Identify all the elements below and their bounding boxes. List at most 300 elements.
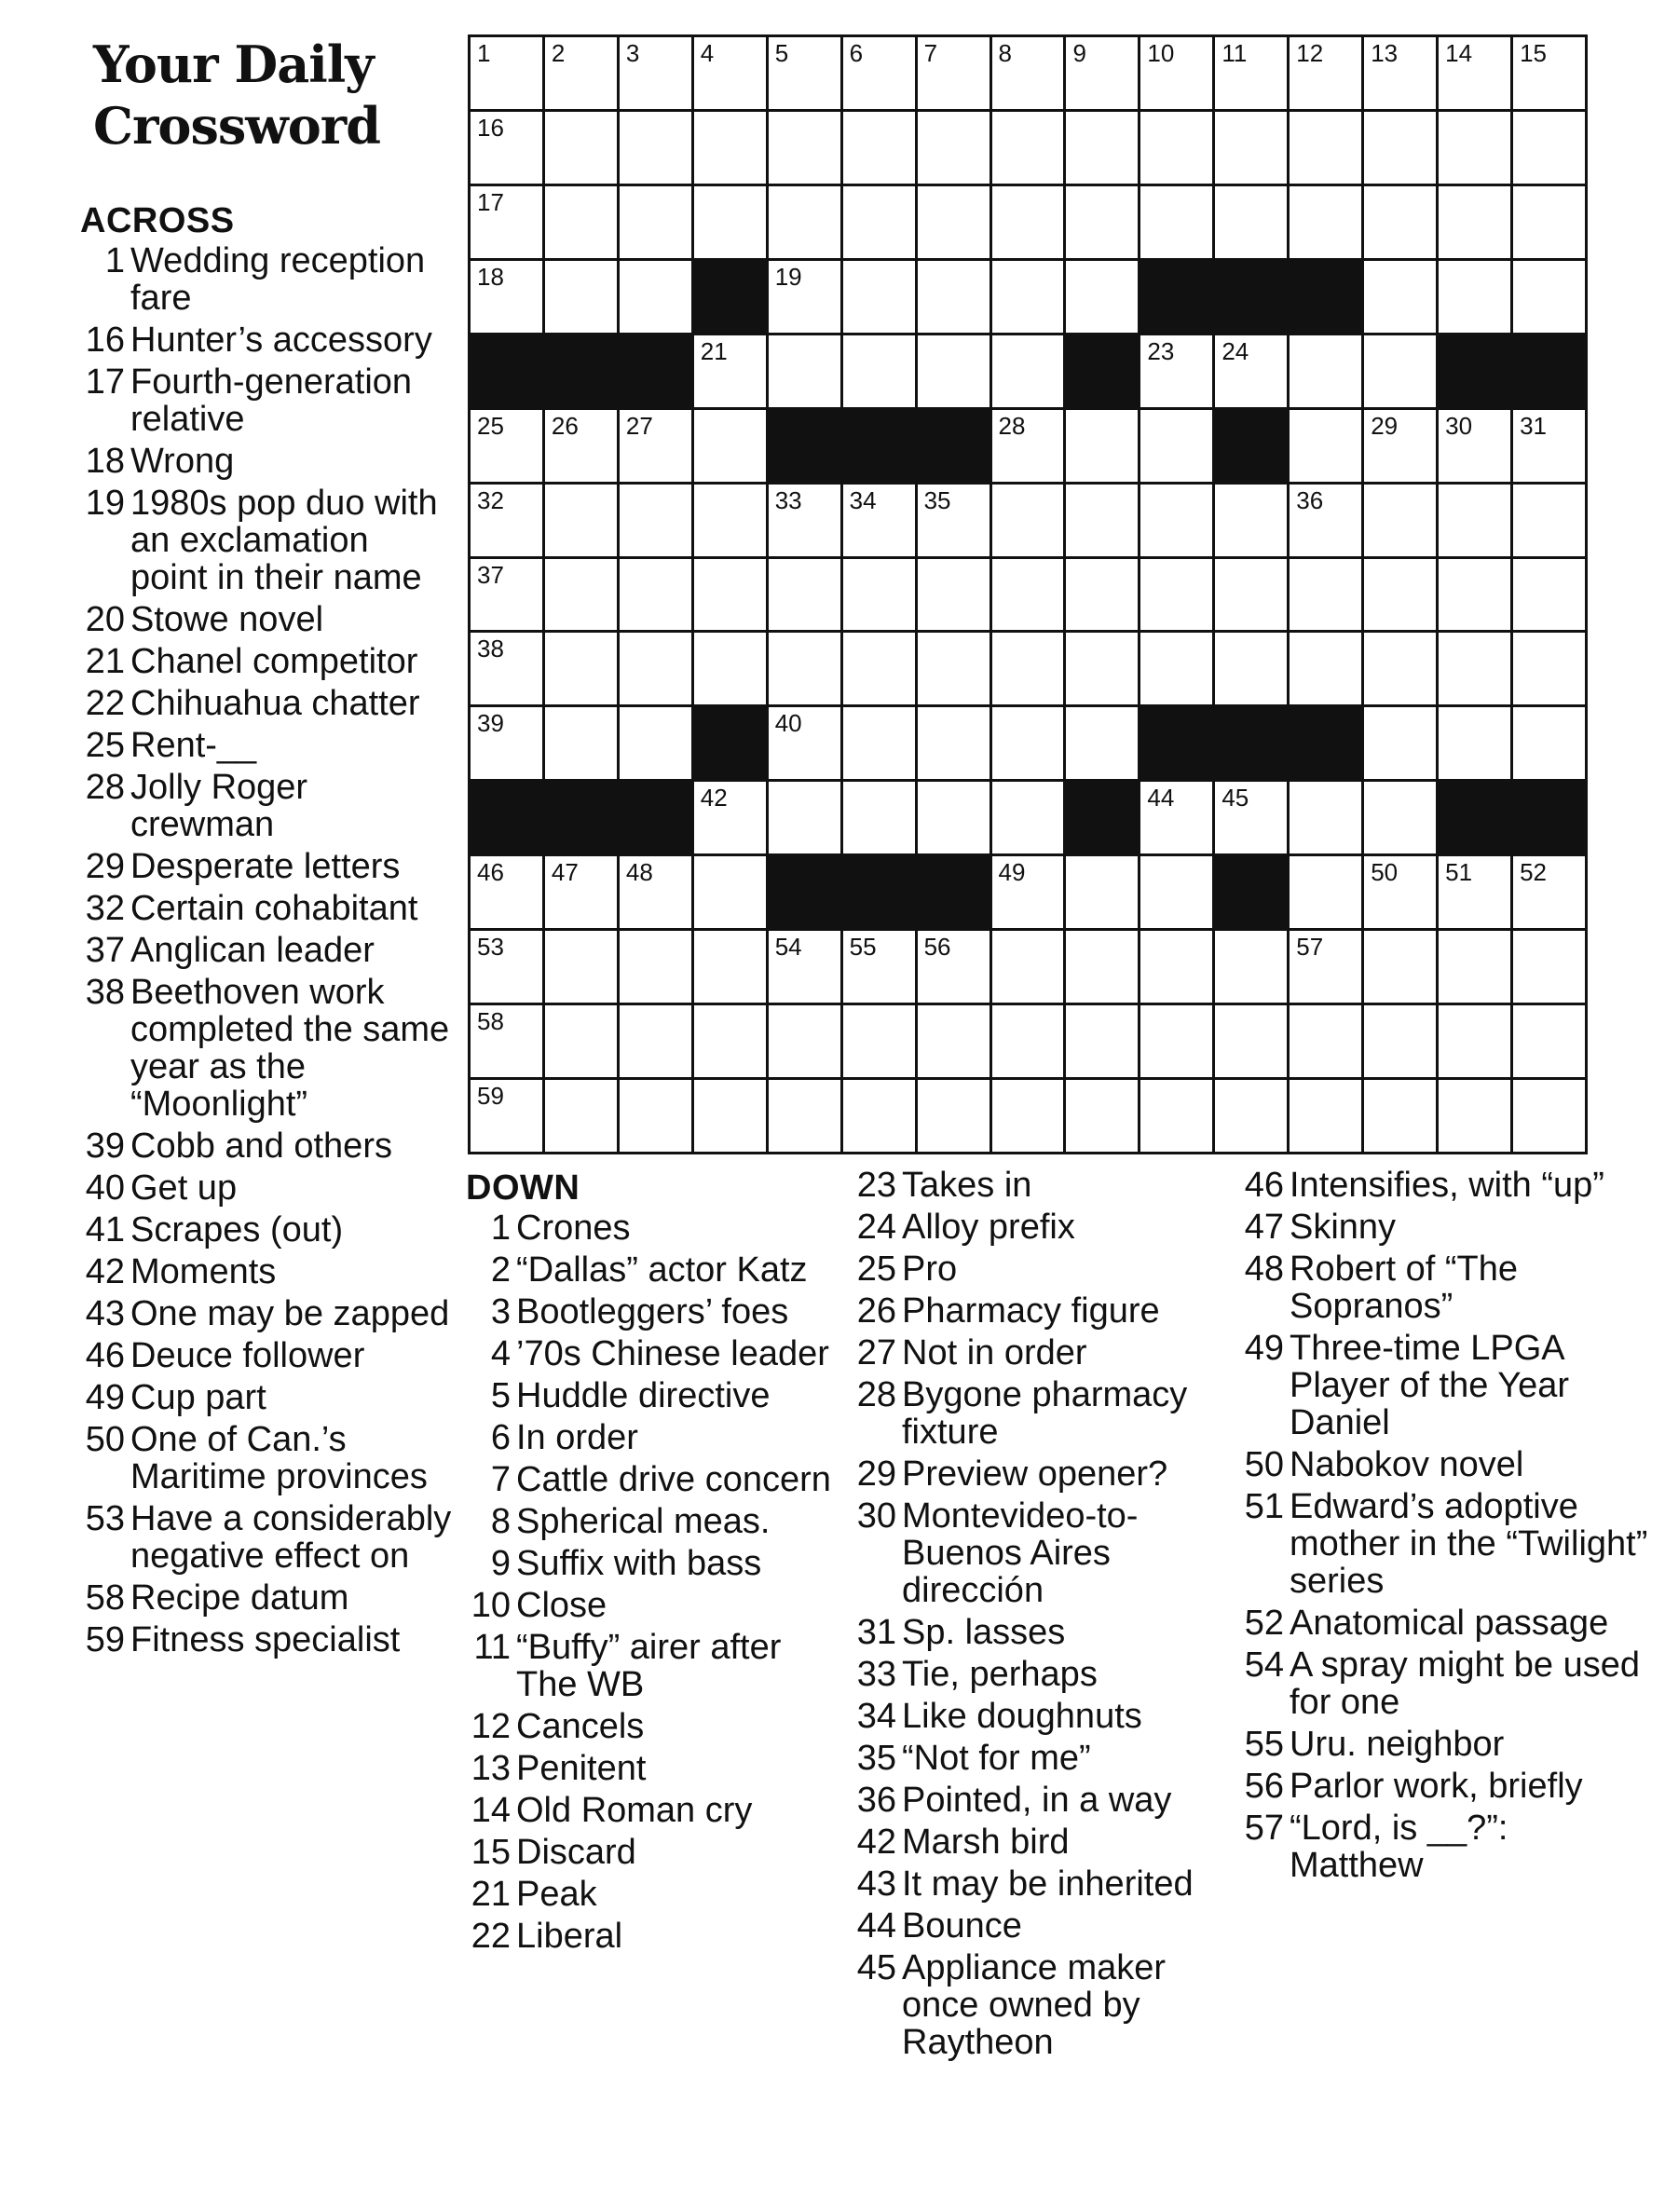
page-title <box>93 34 429 157</box>
grid-cell[interactable] <box>694 782 766 853</box>
grid-cell[interactable] <box>1290 37 1361 109</box>
grid-block <box>843 856 915 928</box>
grid-cell[interactable] <box>545 931 617 1003</box>
grid-cell[interactable] <box>1513 261 1585 333</box>
cell-number: 49 <box>998 858 1026 887</box>
grid-cell[interactable] <box>843 559 915 631</box>
grid-cell[interactable] <box>471 186 542 258</box>
grid-cell[interactable] <box>694 559 766 631</box>
clue-text: Peak <box>516 1875 597 1914</box>
grid-block <box>1290 261 1361 333</box>
grid-cell[interactable] <box>471 37 542 109</box>
grid-cell[interactable] <box>1439 485 1510 556</box>
clue-item <box>80 932 453 969</box>
grid-cell[interactable] <box>620 1080 691 1152</box>
grid-cell[interactable] <box>620 37 691 109</box>
clue-text: Certain cohabitant <box>130 889 418 928</box>
grid-cell[interactable] <box>918 186 989 258</box>
grid-cell[interactable] <box>1290 1080 1361 1152</box>
grid-cell[interactable] <box>545 707 617 779</box>
grid-cell[interactable] <box>1215 37 1287 109</box>
grid-cell[interactable] <box>1140 186 1212 258</box>
grid-cell[interactable] <box>1513 37 1585 109</box>
grid-cell[interactable] <box>843 931 915 1003</box>
grid-cell[interactable] <box>1066 707 1138 779</box>
grid-cell[interactable] <box>1513 856 1585 928</box>
grid-cell[interactable] <box>1290 782 1361 853</box>
grid-cell[interactable] <box>992 410 1064 482</box>
grid-cell[interactable] <box>620 410 691 482</box>
clue-text: Takes in <box>902 1166 1032 1205</box>
grid-cell[interactable] <box>620 1005 691 1077</box>
grid-cell[interactable] <box>1364 1080 1436 1152</box>
grid-cell[interactable] <box>1364 335 1436 407</box>
cell-number: 9 <box>1072 39 1086 67</box>
grid-cell[interactable] <box>1215 485 1287 556</box>
clue-number: 2 <box>490 1250 511 1290</box>
clue-item <box>852 1167 1234 1204</box>
grid-cell[interactable] <box>992 633 1064 704</box>
grid-cell[interactable] <box>545 559 617 631</box>
grid-cell[interactable] <box>1215 931 1287 1003</box>
grid-cell[interactable] <box>992 707 1064 779</box>
grid-cell[interactable] <box>1066 1080 1138 1152</box>
grid-cell[interactable] <box>992 261 1064 333</box>
grid-cell[interactable] <box>1290 559 1361 631</box>
grid-cell[interactable] <box>1066 485 1138 556</box>
grid-cell[interactable] <box>694 856 766 928</box>
clue-item <box>80 1127 453 1165</box>
grid-cell[interactable] <box>1364 931 1436 1003</box>
grid-cell[interactable] <box>1439 410 1510 482</box>
grid-cell[interactable] <box>1066 186 1138 258</box>
grid-cell[interactable] <box>769 261 840 333</box>
title-line-2: Crossword <box>93 96 380 156</box>
grid-cell[interactable] <box>1364 112 1436 184</box>
clue-text: Three-time LPGA Player of the Year Daniel <box>1290 1329 1569 1442</box>
clue-item <box>80 769 453 843</box>
grid-cell[interactable] <box>1140 1005 1212 1077</box>
grid-cell[interactable] <box>545 37 617 109</box>
clue-number: 43 <box>856 1864 896 1904</box>
clue-number: 28 <box>85 768 125 807</box>
grid-cell[interactable] <box>1066 261 1138 333</box>
grid-cell[interactable] <box>1290 633 1361 704</box>
grid-cell[interactable] <box>1513 707 1585 779</box>
clue-number: 29 <box>856 1454 896 1494</box>
grid-cell[interactable] <box>992 112 1064 184</box>
grid-cell[interactable] <box>620 485 691 556</box>
grid-cell[interactable] <box>1215 335 1287 407</box>
grid-cell[interactable] <box>918 633 989 704</box>
cell-number: 2 <box>551 39 566 67</box>
clue-number: 41 <box>85 1210 125 1249</box>
grid-cell[interactable] <box>471 1005 542 1077</box>
grid-cell[interactable] <box>471 931 542 1003</box>
grid-cell[interactable] <box>1290 186 1361 258</box>
clue-text: Bounce <box>902 1906 1022 1946</box>
grid-cell[interactable] <box>471 559 542 631</box>
grid-cell[interactable] <box>545 410 617 482</box>
cell-number: 14 <box>1445 39 1473 67</box>
clue-number: 20 <box>85 600 125 639</box>
grid-cell[interactable] <box>694 37 766 109</box>
grid-cell[interactable] <box>843 261 915 333</box>
grid-cell[interactable] <box>620 112 691 184</box>
grid-cell[interactable] <box>843 335 915 407</box>
grid-cell[interactable] <box>1513 1005 1585 1077</box>
cell-number: 32 <box>477 485 504 514</box>
grid-cell[interactable] <box>471 261 542 333</box>
clue-item <box>852 1334 1234 1372</box>
grid-cell[interactable] <box>1439 559 1510 631</box>
grid-cell[interactable] <box>1439 186 1510 258</box>
grid-cell[interactable] <box>1140 1080 1212 1152</box>
grid-cell[interactable] <box>1215 186 1287 258</box>
grid-cell[interactable] <box>769 707 840 779</box>
grid-cell[interactable] <box>1066 633 1138 704</box>
grid-cell[interactable] <box>1066 856 1138 928</box>
clue-item <box>80 601 453 638</box>
clue-number: 26 <box>856 1291 896 1331</box>
grid-cell[interactable] <box>1290 112 1361 184</box>
grid-cell[interactable] <box>1290 335 1361 407</box>
grid-cell[interactable] <box>918 559 989 631</box>
clue-text: Not in order <box>902 1333 1087 1372</box>
grid-cell[interactable] <box>1513 112 1585 184</box>
grid-cell[interactable] <box>694 335 766 407</box>
grid-block <box>769 410 840 482</box>
grid-cell[interactable] <box>918 707 989 779</box>
grid-cell[interactable] <box>1439 707 1510 779</box>
clue-number: 45 <box>856 1948 896 1987</box>
grid-cell[interactable] <box>1066 931 1138 1003</box>
clue-number: 39 <box>85 1126 125 1166</box>
grid-block <box>1066 335 1138 407</box>
grid-cell[interactable] <box>694 186 766 258</box>
grid-cell[interactable] <box>694 485 766 556</box>
cell-number: 26 <box>551 411 579 440</box>
grid-cell[interactable] <box>1140 112 1212 184</box>
grid-cell[interactable] <box>992 559 1064 631</box>
grid-cell[interactable] <box>918 485 989 556</box>
clue-number: 57 <box>1244 1809 1284 1848</box>
cell-number: 59 <box>477 1082 504 1111</box>
grid-cell[interactable] <box>769 559 840 631</box>
grid-cell[interactable] <box>1290 410 1361 482</box>
grid-cell[interactable] <box>1066 37 1138 109</box>
cell-number: 27 <box>625 411 653 440</box>
cell-number: 37 <box>477 560 504 589</box>
grid-cell[interactable] <box>1290 1005 1361 1077</box>
cell-number: 58 <box>477 1007 504 1036</box>
clue-number: 22 <box>471 1917 511 1956</box>
grid-cell[interactable] <box>843 37 915 109</box>
grid-cell[interactable] <box>1513 633 1585 704</box>
grid-cell[interactable] <box>545 485 617 556</box>
grid-cell[interactable] <box>1439 112 1510 184</box>
grid-cell[interactable] <box>918 1005 989 1077</box>
clue-item <box>80 643 453 680</box>
clue-text: Chihuahua chatter <box>130 684 420 723</box>
cell-number: 38 <box>477 635 504 663</box>
clue-number: 32 <box>85 889 125 928</box>
across-heading: ACROSS <box>80 201 235 240</box>
grid-cell[interactable] <box>769 782 840 853</box>
clue-item <box>80 974 453 1123</box>
clue-text: Desperate letters <box>130 847 401 886</box>
grid-cell[interactable] <box>620 707 691 779</box>
clue-text: Scrapes (out) <box>130 1210 344 1249</box>
cell-number: 39 <box>477 709 504 738</box>
clue-number: 25 <box>856 1249 896 1289</box>
grid-cell[interactable] <box>545 261 617 333</box>
grid-cell[interactable] <box>992 782 1064 853</box>
grid-cell[interactable] <box>1439 37 1510 109</box>
grid-cell[interactable] <box>1364 485 1436 556</box>
grid-cell[interactable] <box>843 186 915 258</box>
grid-cell[interactable] <box>769 1080 840 1152</box>
crossword-grid <box>468 34 1588 1154</box>
clue-text: Preview opener? <box>902 1454 1168 1494</box>
grid-cell[interactable] <box>1513 931 1585 1003</box>
clue-number: 56 <box>1244 1767 1284 1806</box>
grid-cell[interactable] <box>1439 1005 1510 1077</box>
grid-cell[interactable] <box>1066 559 1138 631</box>
grid-block <box>694 261 766 333</box>
clue-item <box>852 1865 1234 1903</box>
grid-cell[interactable] <box>1513 410 1585 482</box>
clue-number: 5 <box>490 1376 511 1415</box>
clue-number: 31 <box>856 1613 896 1652</box>
clue-text: Edward’s adoptive mother in the “Twilight” series <box>1290 1487 1648 1601</box>
grid-cell[interactable] <box>471 1080 542 1152</box>
grid-cell[interactable] <box>471 112 542 184</box>
grid-cell[interactable] <box>992 186 1064 258</box>
clue-item <box>80 363 453 438</box>
grid-cell[interactable] <box>545 633 617 704</box>
cell-number: 25 <box>477 411 504 440</box>
clue-item <box>466 1251 839 1289</box>
grid-cell[interactable] <box>918 931 989 1003</box>
clue-item <box>1239 1446 1649 1483</box>
grid-cell[interactable] <box>545 856 617 928</box>
grid-cell[interactable] <box>843 485 915 556</box>
clue-text: Marsh bird <box>902 1823 1070 1862</box>
clue-number: 50 <box>85 1420 125 1459</box>
clue-item <box>466 1377 839 1414</box>
grid-cell[interactable] <box>1215 1005 1287 1077</box>
clue-item <box>1239 1726 1649 1763</box>
grid-cell[interactable] <box>843 633 915 704</box>
grid-cell[interactable] <box>545 1080 617 1152</box>
grid-cell[interactable] <box>918 261 989 333</box>
grid-cell[interactable] <box>545 186 617 258</box>
cell-number: 12 <box>1296 39 1324 67</box>
clue-text: Close <box>516 1586 607 1625</box>
grid-cell[interactable] <box>1140 931 1212 1003</box>
grid-cell[interactable] <box>620 856 691 928</box>
grid-cell[interactable] <box>1140 37 1212 109</box>
clue-item <box>80 727 453 764</box>
clue-number: 47 <box>1244 1208 1284 1247</box>
grid-cell[interactable] <box>1140 485 1212 556</box>
grid-cell[interactable] <box>1364 186 1436 258</box>
grid-cell[interactable] <box>694 410 766 482</box>
clue-text: Tie, perhaps <box>902 1655 1098 1694</box>
grid-cell[interactable] <box>471 633 542 704</box>
grid-cell[interactable] <box>694 633 766 704</box>
clue-item <box>80 1621 453 1659</box>
grid-cell[interactable] <box>471 707 542 779</box>
grid-cell[interactable] <box>1215 112 1287 184</box>
clue-item <box>852 1614 1234 1651</box>
grid-cell[interactable] <box>1439 931 1510 1003</box>
clue-text: 1980s pop duo with an exclamation point in their name <box>130 484 438 597</box>
grid-cell[interactable] <box>1513 1080 1585 1152</box>
grid-cell[interactable] <box>918 335 989 407</box>
grid-cell[interactable] <box>769 37 840 109</box>
grid-cell[interactable] <box>992 335 1064 407</box>
grid-cell[interactable] <box>918 782 989 853</box>
grid-cell[interactable] <box>1439 633 1510 704</box>
grid-cell[interactable] <box>1140 856 1212 928</box>
grid-cell[interactable] <box>1439 1080 1510 1152</box>
grid-cell[interactable] <box>769 931 840 1003</box>
clue-item <box>466 1461 839 1498</box>
grid-cell[interactable] <box>918 1080 989 1152</box>
grid-cell[interactable] <box>1215 1080 1287 1152</box>
grid-cell[interactable] <box>843 782 915 853</box>
grid-cell[interactable] <box>992 1005 1064 1077</box>
grid-cell[interactable] <box>1364 856 1436 928</box>
grid-cell[interactable] <box>1364 410 1436 482</box>
clue-item <box>852 1907 1234 1945</box>
grid-cell[interactable] <box>1140 633 1212 704</box>
grid-cell[interactable] <box>1066 1005 1138 1077</box>
grid-cell[interactable] <box>620 931 691 1003</box>
cell-number: 28 <box>998 411 1026 440</box>
grid-cell[interactable] <box>620 559 691 631</box>
grid-cell[interactable] <box>1066 112 1138 184</box>
clue-number: 44 <box>856 1906 896 1946</box>
grid-cell[interactable] <box>843 707 915 779</box>
clue-item <box>466 1545 839 1582</box>
clue-number: 24 <box>856 1208 896 1247</box>
grid-cell[interactable] <box>992 1080 1064 1152</box>
grid-cell[interactable] <box>1140 410 1212 482</box>
grid-cell[interactable] <box>1439 856 1510 928</box>
grid-cell[interactable] <box>471 485 542 556</box>
grid-cell[interactable] <box>1140 335 1212 407</box>
grid-cell[interactable] <box>620 186 691 258</box>
grid-cell[interactable] <box>1215 633 1287 704</box>
grid-cell[interactable] <box>992 931 1064 1003</box>
grid-cell[interactable] <box>694 1005 766 1077</box>
grid-cell[interactable] <box>1066 410 1138 482</box>
grid-cell[interactable] <box>769 112 840 184</box>
clue-number: 22 <box>85 684 125 723</box>
grid-cell[interactable] <box>769 485 840 556</box>
grid-cell[interactable] <box>1290 931 1361 1003</box>
grid-cell[interactable] <box>843 112 915 184</box>
clue-text: In order <box>516 1418 638 1457</box>
grid-cell[interactable] <box>1290 485 1361 556</box>
clue-text: “Dallas” actor Katz <box>516 1250 808 1290</box>
clue-number: 15 <box>471 1833 511 1872</box>
grid-block <box>1290 707 1361 779</box>
grid-block <box>620 782 691 853</box>
clue-text: Parlor work, briefly <box>1290 1767 1583 1806</box>
clue-number: 35 <box>856 1739 896 1778</box>
cell-number: 55 <box>849 933 877 962</box>
grid-cell[interactable] <box>471 410 542 482</box>
grid-cell[interactable] <box>918 37 989 109</box>
grid-cell[interactable] <box>992 856 1064 928</box>
clue-number: 37 <box>85 931 125 970</box>
grid-cell[interactable] <box>769 1005 840 1077</box>
grid-cell[interactable] <box>545 112 617 184</box>
grid-cell[interactable] <box>620 261 691 333</box>
grid-cell[interactable] <box>694 931 766 1003</box>
clue-number: 46 <box>1244 1166 1284 1205</box>
grid-cell[interactable] <box>1290 856 1361 928</box>
grid-cell[interactable] <box>843 1005 915 1077</box>
grid-cell[interactable] <box>1215 559 1287 631</box>
grid-cell[interactable] <box>1215 782 1287 853</box>
clue-text: Cobb and others <box>130 1126 392 1166</box>
grid-cell[interactable] <box>769 186 840 258</box>
clue-item <box>852 1208 1234 1246</box>
grid-cell[interactable] <box>545 1005 617 1077</box>
clue-number: 49 <box>85 1378 125 1417</box>
clue-number: 19 <box>85 484 125 523</box>
grid-cell[interactable] <box>992 37 1064 109</box>
grid-cell[interactable] <box>1513 186 1585 258</box>
grid-block <box>1513 782 1585 853</box>
grid-cell[interactable] <box>1364 37 1436 109</box>
grid-cell[interactable] <box>1364 1005 1436 1077</box>
grid-cell[interactable] <box>620 633 691 704</box>
grid-cell[interactable] <box>694 112 766 184</box>
grid-cell[interactable] <box>769 633 840 704</box>
grid-cell[interactable] <box>1513 485 1585 556</box>
grid-cell[interactable] <box>1439 261 1510 333</box>
grid-cell[interactable] <box>1364 782 1436 853</box>
grid-cell[interactable] <box>1513 559 1585 631</box>
clue-item <box>80 1169 453 1207</box>
grid-cell[interactable] <box>843 1080 915 1152</box>
grid-cell[interactable] <box>1140 782 1212 853</box>
clue-item <box>80 1421 453 1495</box>
grid-cell[interactable] <box>1364 633 1436 704</box>
grid-cell[interactable] <box>471 856 542 928</box>
cell-number: 7 <box>923 39 938 67</box>
cell-number: 11 <box>1221 39 1248 67</box>
grid-cell[interactable] <box>918 112 989 184</box>
clue-number: 48 <box>1244 1249 1284 1289</box>
grid-cell[interactable] <box>1364 707 1436 779</box>
grid-cell[interactable] <box>1364 261 1436 333</box>
clue-number: 3 <box>490 1292 511 1331</box>
clue-item <box>466 1918 839 1955</box>
cell-number: 34 <box>849 485 877 514</box>
grid-cell[interactable] <box>992 485 1064 556</box>
grid-cell[interactable] <box>1364 559 1436 631</box>
grid-cell[interactable] <box>1140 559 1212 631</box>
grid-cell[interactable] <box>694 1080 766 1152</box>
grid-cell[interactable] <box>769 335 840 407</box>
